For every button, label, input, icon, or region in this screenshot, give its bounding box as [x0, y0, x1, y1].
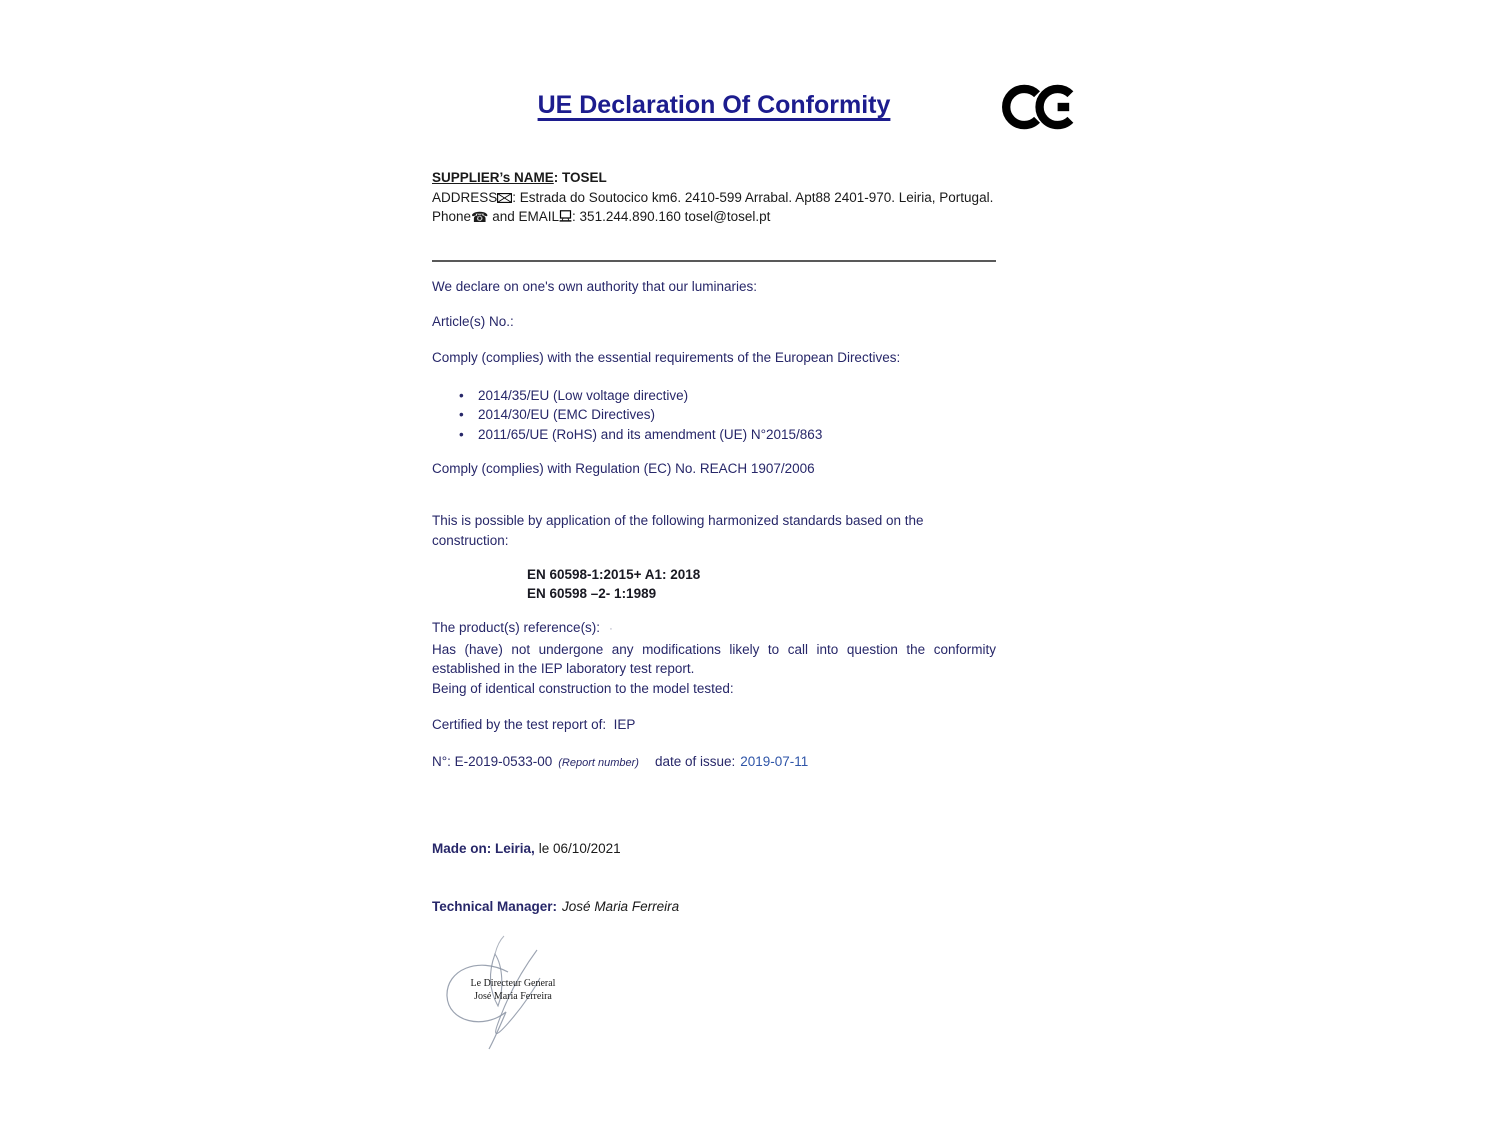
- issue-date-value: 2019-07-11: [740, 754, 809, 769]
- email-label: and EMAIL: [488, 209, 560, 225]
- standards-intro: This is possible by application of the following harmonized standards based on the construction:: [432, 513, 924, 548]
- product-ref-mark: ·: [609, 623, 613, 635]
- report-line: [432, 754, 996, 769]
- technical-manager-line: [432, 899, 996, 914]
- supplier-block: [432, 168, 996, 228]
- contact-value: : 351.244.890.160 tosel@tosel.pt: [572, 209, 771, 225]
- signature-title: Le Directeur General: [470, 978, 556, 989]
- report-number-note: (Report number): [558, 757, 639, 769]
- issue-date-label: date of issue:: [654, 754, 736, 769]
- phone-icon: ☎: [471, 209, 489, 226]
- certified-line: Certified by the test report of: IEP: [432, 717, 636, 732]
- identical-construction-line: Being of identical construction to the model tested:: [432, 680, 734, 696]
- supplier-name-line: [432, 168, 996, 188]
- signature-caption: [466, 978, 560, 1004]
- directives-list: [432, 386, 996, 444]
- product-ref-line: [432, 618, 996, 640]
- ce-mark-svg: [1002, 80, 1078, 134]
- address-value: : Estrada do Soutocico km6. 2410-599 Arrabal. Apt88 2401-970. Leiria, Portugal.: [512, 189, 994, 205]
- technical-manager-label: Technical Manager:: [432, 899, 558, 914]
- product-ref-text: The product(s) reference(s):: [432, 620, 601, 635]
- directive-item: • 2011/65/UE (RoHS) and its amendment (UE) N°2015/863: [432, 425, 996, 444]
- product-reference-block: [432, 618, 996, 698]
- made-on-label: Made on: Leiria,: [432, 841, 535, 856]
- section-divider: [432, 260, 996, 262]
- supplier-address-line: [432, 188, 996, 208]
- made-on-line: [432, 841, 996, 856]
- report-number: N°: E-2019-0533-00: [432, 754, 553, 769]
- signature-name: José Maria Ferreira: [474, 990, 552, 1002]
- address-label: ADDRESS: [432, 189, 498, 205]
- phone-label: Phone: [432, 209, 472, 225]
- technical-manager-name: José Maria Ferreira: [562, 899, 680, 914]
- standard-item: EN 60598 –2- 1:1989: [527, 585, 657, 601]
- computer-icon: [559, 210, 572, 222]
- supplier-name-value: : TOSEL: [553, 170, 607, 185]
- made-on-date: le 06/10/2021: [538, 841, 621, 856]
- supplier-contact-line: [432, 207, 996, 228]
- standard-item: EN 60598-1:2015+ A1: 2018: [527, 567, 701, 582]
- article-number-line: Article(s) No.:: [432, 314, 514, 329]
- directive-item: • 2014/30/EU (EMC Directives): [432, 405, 996, 424]
- supplier-name-label: SUPPLIER’s NAME: [432, 170, 554, 185]
- directives-heading: Comply (complies) with the essential requirements of the European Directives:: [432, 350, 901, 365]
- directive-item: • 2014/35/EU (Low voltage directive): [432, 386, 996, 405]
- ce-mark-icon: [1002, 80, 1078, 134]
- declaration-intro: We declare on one's own authority that our luminaries:: [432, 279, 758, 294]
- standards-list: [432, 566, 996, 603]
- modifications-line: Has (have) not undergone any modifications likely to call into question the conformity established in the IEP laboratory test report.: [432, 641, 996, 676]
- envelope-icon: [497, 193, 512, 203]
- document-title: UE Declaration Of Conformity: [537, 91, 891, 119]
- reach-line: Comply (complies) with Regulation (EC) No. REACH 1907/2006: [432, 461, 815, 476]
